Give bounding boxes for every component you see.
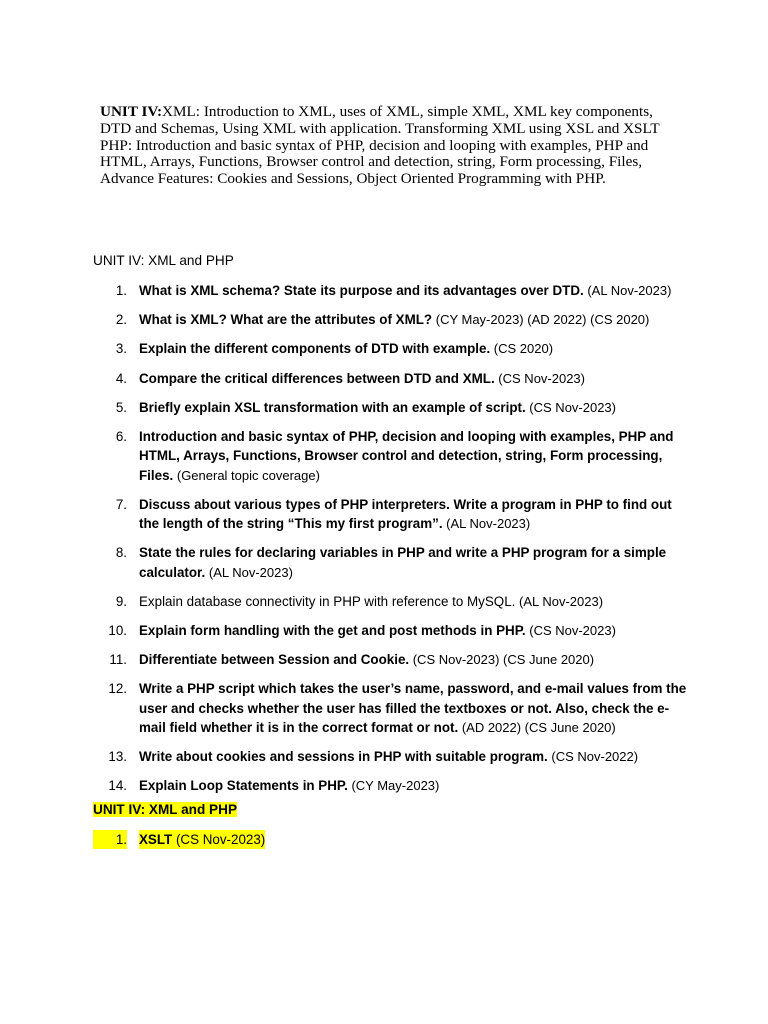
question-text: Write a PHP script which takes the user’s name, password, and e-mail values from the user and checks whether the user has filled the textboxes or not. Also, check the e-mail field whether it is in the correct format or not. [139, 681, 687, 735]
question-number: 3. [115, 341, 127, 357]
question-item [93, 310, 693, 329]
question-text: What is XML schema? State its purpose and its advantages over DTD. [139, 283, 584, 298]
question-item [93, 679, 693, 737]
question-text: Compare the critical differences between DTD and XML. [139, 370, 495, 386]
question-reference: (General topic coverage) [173, 467, 320, 483]
section-heading: UNIT IV: XML and PHP [93, 253, 234, 268]
question-item [93, 427, 693, 485]
question-item [93, 495, 693, 534]
question-reference: (AD 2022) (CS June 2020) [458, 719, 616, 735]
question-text: State the rules for declaring variables in PHP and write a PHP program for a simple calculator. [139, 545, 667, 580]
question-list [93, 281, 693, 805]
question-number: 14. [108, 778, 127, 794]
question-item [93, 776, 693, 795]
question-item [93, 281, 693, 300]
question-text: Explain Loop Statements in PHP. [139, 778, 348, 794]
question-reference: (AL Nov-2023) [583, 283, 672, 298]
question-number: 11. [109, 652, 127, 668]
highlighted-item-content [139, 830, 265, 849]
question-reference: (CS Nov-2023) (CS June 2020) [409, 652, 595, 668]
question-number: 2. [115, 312, 127, 328]
question-item [93, 621, 693, 640]
question-reference: (CY May-2023) [347, 778, 440, 794]
question-number: 13. [108, 749, 127, 765]
question-reference: (CS Nov-2023) [494, 370, 585, 386]
question-reference: (CS 2020) [490, 341, 554, 357]
question-number: 4. [115, 370, 127, 386]
question-text: Explain the different components of DTD with example. [139, 341, 491, 357]
question-reference: (AL Nov-2023) [205, 564, 293, 580]
question-reference: (CS Nov-2022) [547, 749, 639, 765]
question-number: 5. [115, 399, 127, 415]
syllabus-label: UNIT IV: [100, 103, 163, 120]
question-item [93, 650, 693, 669]
question-text: Differentiate between Session and Cookie. [139, 652, 410, 668]
question-number: 9. [115, 593, 127, 609]
question-item [93, 543, 693, 582]
question-number: 8. [115, 545, 127, 561]
question-text: Explain database connectivity in PHP with reference to MySQL. [139, 593, 516, 609]
question-item [93, 339, 693, 358]
question-text: Briefly explain XSL transformation with an example of script. [139, 399, 526, 415]
question-reference: (CY May-2023) (AD 2022) (CS 2020) [432, 312, 650, 328]
question-text: Introduction and basic syntax of PHP, decision and looping with examples, PHP and HTML, Arrays, Functions, Browser control and detection, string, Form processing, Files. [139, 428, 674, 483]
question-text: Explain form handling with the get and post methods in PHP. [139, 622, 526, 638]
question-text: Write about cookies and sessions in PHP with suitable program. [139, 749, 548, 765]
question-item [93, 747, 693, 766]
syllabus-paragraph [100, 104, 680, 188]
question-number: 7. [115, 496, 127, 512]
question-number: 6. [115, 428, 127, 444]
question-reference: (AL Nov-2023) [442, 516, 531, 532]
question-reference: (AL Nov-2023) [515, 593, 604, 609]
question-number: 12. [108, 681, 127, 697]
highlighted-section-heading [93, 801, 237, 818]
highlighted-heading-text: UNIT IV: XML and PHP [93, 802, 238, 817]
question-text: What is XML? What are the attributes of XML? [139, 312, 433, 328]
question-item [93, 369, 693, 388]
highlighted-item-text: XSLT [139, 832, 173, 847]
question-item [93, 592, 693, 611]
question-item [93, 398, 693, 417]
question-reference: (CS Nov-2023) [525, 399, 616, 415]
highlighted-item-number: 1. [93, 830, 127, 849]
question-number: 1. [115, 283, 127, 298]
syllabus-text: XML: Introduction to XML, uses of XML, simple XML, XML key components, DTD and Schemas, Using XML with application. Transforming XML using XSL and XSLT PHP: Introduction and basic syntax of PHP, decision and looping with examples, PHP and HTML, Arrays, Functions, Browser control and detection, string, Form processing, Files, Advance Features: Cookies and Sessions, Object Oriented Programming with PHP. [100, 103, 660, 188]
question-number: 10. [108, 622, 127, 638]
question-text: Discuss about various types of PHP interpreters. Write a program in PHP to find out the length of the string “This my first program”. [139, 496, 672, 532]
question-reference: (CS Nov-2023) [525, 622, 616, 638]
highlighted-item-ref: (CS Nov-2023) [172, 832, 266, 847]
